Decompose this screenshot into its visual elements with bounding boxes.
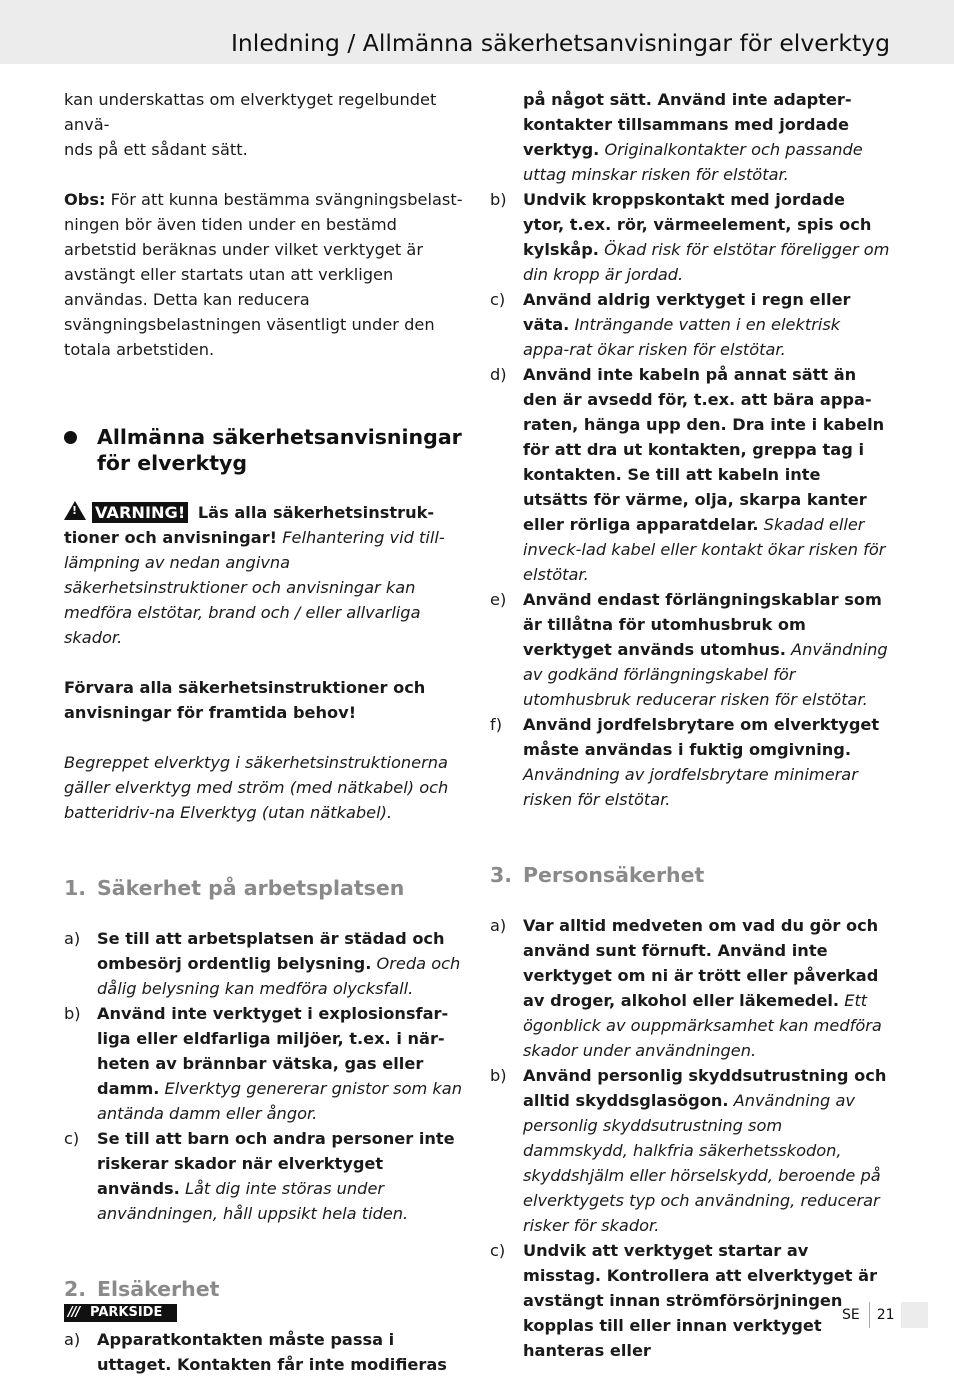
section-heading-3: 3. Personsäkerhet bbox=[490, 863, 705, 887]
warning-paragraph bbox=[64, 500, 464, 650]
list-item: a) Var alltid medveten om vad du gör och använd sunt förnuft. Använd inte verktyget om ni är trött eller påverkad av droger, alkohol eller läkemedel. Ett ögonblick av ouppmärksamhet kan medföra skador under användningen. bbox=[490, 916, 882, 1060]
list-item: d) Använd inte kabeln på annat sätt än den är avsedd för, t.ex. att bära appa-raten, hänga upp den. Dra inte i kabeln för att dra ut kontakten, greppa tag i kontakten. Se till att kabeln inte utsätts för värme, olja, skarpa kanter eller rörliga apparatdelar. Skadad eller inveck-lad kabel eller kontakt ökar risken för elstötar. bbox=[490, 365, 886, 584]
footer-tab bbox=[901, 1302, 928, 1328]
list-item: c) Använd aldrig verktyget i regn eller väta. Inträngande vatten i en elektrisk appa-rat ökar risken för elstötar. bbox=[490, 290, 851, 359]
list-item: c) Undvik att verktyget startar av misstag. Kontrollera att elverktyget är avstängt innan strömförsörjningen kopplas till eller innan verktyget hanteras eller bbox=[490, 1241, 878, 1360]
list-item: a) Se till att arbetsplatsen är städad och ombesörj ordentlig belysning. Oreda och dålig belysning kan medföra olycksfall. bbox=[64, 929, 461, 998]
list-item: b) Använd inte verktyget i explosionsfar-liga eller eldfarliga miljöer, t.ex. i när-heten av brännbar vätska, gas eller damm. Elverktyg genererar gnistor som kan antända damm eller ångor. bbox=[64, 1004, 462, 1123]
list-item: e) Använd endast förlängningskablar som är tillåtna för utomhusbruk om verktyget används utomhus. Användning av godkänd förlängningskabel för utomhusbruk reducerar risken för elstötar. bbox=[490, 590, 888, 709]
logo-stripes-icon: /// bbox=[68, 1305, 80, 1320]
page-title: Inledning / Allmänna säkerhetsanvisningar för elverktyg bbox=[230, 29, 890, 57]
list-item: b) Använd personlig skyddsutrustning och alltid skyddsglasögon. Användning av personlig skyddsutrustning som dammskydd, halkfria säkerhetsskodon, skyddshjälm eller hörselskydd, beroende på elverktygets typ och användning, reducerar risker för skador. bbox=[490, 1066, 887, 1235]
warning-triangle-icon: ! bbox=[64, 501, 86, 520]
intro-paragraph: kan underskattas om elverktyget regelbundet anvä- nds på ett sådant sätt. bbox=[64, 90, 437, 159]
list-item: c) Se till att barn och andra personer inte riskerar skador när elverktyget används. Låt dig inte störas under användningen, håll uppsikt hela tiden. bbox=[64, 1129, 455, 1223]
left-column bbox=[64, 87, 464, 1377]
obs-label: Obs: bbox=[64, 190, 106, 209]
page-number-value: 21 bbox=[876, 1307, 895, 1323]
right-column bbox=[490, 87, 890, 1363]
list-item: f) Använd jordfelsbrytare om elverktyget måste användas i fuktig omgivning. Användning av jordfelsbrytare minimerar risken för elstötar. bbox=[490, 715, 880, 809]
list-item-continuation: på något sätt. Använd inte adapter-kontakter tillsammans med jordade verktyg. Originalkontakter och passande uttag minskar risken för elstötar. bbox=[523, 90, 863, 184]
section-heading-2: 2. Elsäkerhet bbox=[64, 1277, 220, 1301]
obs-text: För att kunna bestämma svängningsbelast-ningen bör även tiden under en bestämd arbetstid beräknas under vilket verktyget är avstängt eller startats utan att verkligen användas. Detta kan reducera svängningsbelastningen väsentligt under den totala arbetstiden. bbox=[64, 190, 463, 359]
warning-italic-text: Felhantering vid till-lämpning av nedan angivna säkerhetsinstruktioner och anvisningar kan medföra elstötar, brand och / eller allvarliga skador. bbox=[64, 528, 445, 647]
keep-instructions: Förvara alla säkerhetsinstruktioner och anvisningar för framtida behov! bbox=[64, 678, 426, 722]
list-item: b) Undvik kroppskontakt med jordade ytor, t.ex. rör, värmeelement, spis och kylskåp. Ökad risk för elstötar föreligger om din kropp är jordad. bbox=[490, 190, 890, 284]
divider bbox=[869, 1302, 870, 1328]
section-heading-1: 1. Säkerhet på arbetsplatsen bbox=[64, 876, 405, 900]
list-item: a) Apparatkontakten måste passa i uttaget. Kontakten får inte modifieras bbox=[64, 1330, 447, 1374]
definition-paragraph: Begreppet elverktyg i säkerhetsinstruktionerna gäller elverktyg med ström (med nätkabel) och batteridriv-na Elverktyg (utan nätkabel). bbox=[64, 753, 449, 822]
page-number bbox=[842, 1302, 895, 1328]
main-heading: Allmänna säkerhetsanvisningar för elverktyg bbox=[64, 424, 464, 476]
bullet-icon bbox=[64, 431, 77, 444]
parkside-logo: /// PARKSIDE bbox=[64, 1304, 177, 1322]
obs-paragraph bbox=[64, 187, 464, 362]
language-code: SE bbox=[842, 1307, 860, 1323]
warning-badge: VARNING! bbox=[92, 502, 188, 523]
warning-bold-text: Läs alla säkerhetsinstruk-tioner och anvisningar! bbox=[64, 503, 435, 547]
